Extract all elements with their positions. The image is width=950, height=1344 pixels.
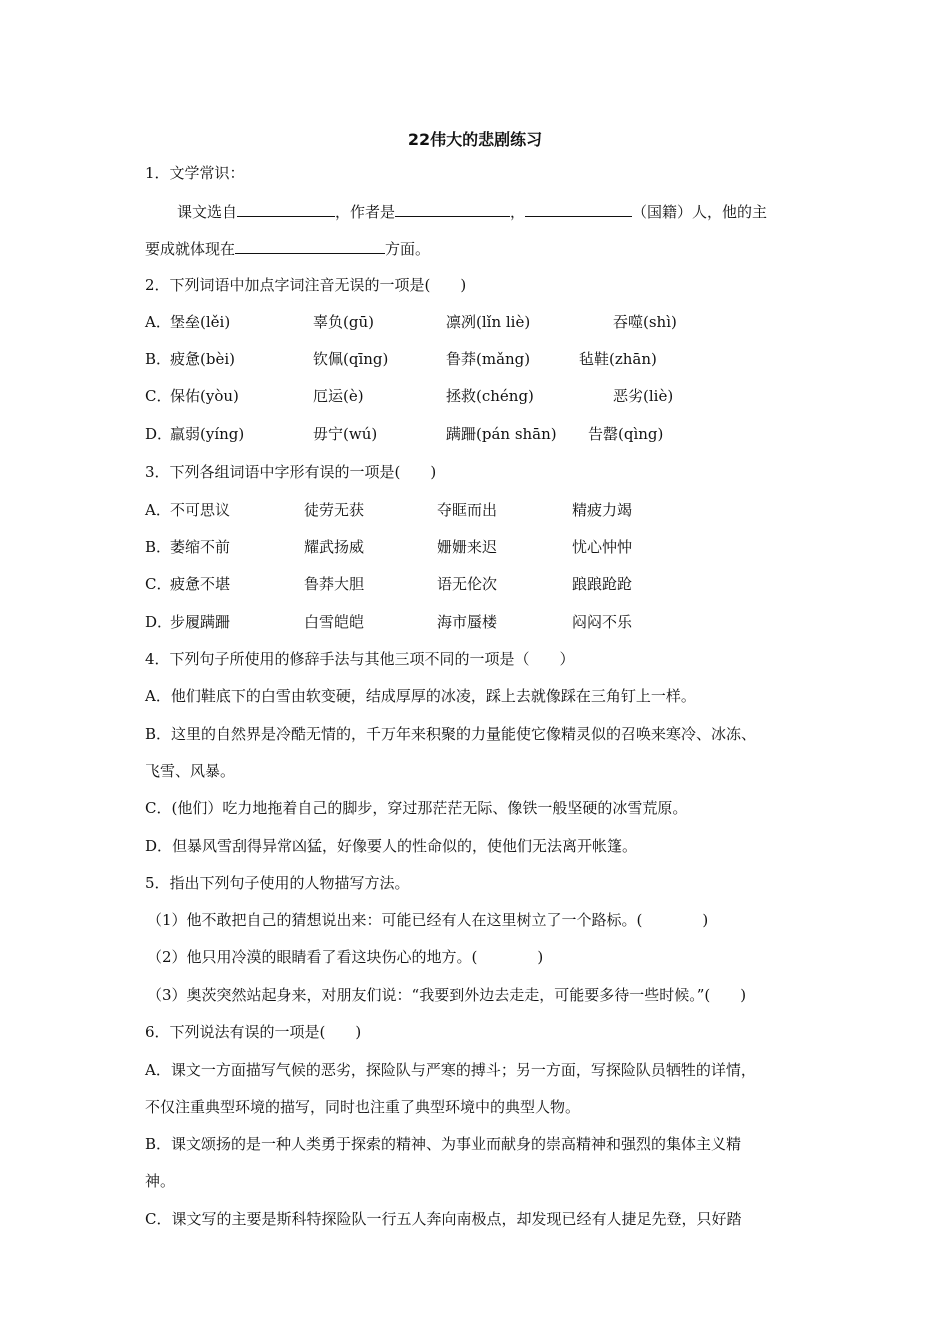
option-item: 萎缩不前 (170, 538, 231, 556)
blank-source[interactable] (237, 200, 335, 217)
q5-sentence-1: （1）他不敢把自己的猜想说出来：可能已经有人在这里树立了一个路标。( ) (147, 911, 709, 929)
option-item: 鲁莽(mǎng) (446, 350, 531, 368)
option-item: 钦佩(qīng) (313, 350, 389, 368)
option-item: 堡垒(lěi) (170, 313, 231, 331)
option-item: 海市蜃楼 (437, 613, 498, 631)
q4-option-d: D．但暴风雪刮得异常凶猛，好像要人的性命似的，使他们无法离开帐篷。 (145, 837, 638, 855)
option-item: 羸弱(yíng) (170, 425, 245, 443)
q6-option-b-line2: 神。 (145, 1172, 176, 1190)
blank-author[interactable] (395, 200, 510, 217)
option-label: C． (145, 575, 172, 593)
option-label: A． (145, 313, 171, 331)
option-item: 不可思议 (170, 501, 231, 519)
option-item: 告罄(qìng) (588, 425, 664, 443)
q5-heading: 5．指出下列句子使用的人物描写方法。 (145, 874, 410, 892)
option-label: D． (145, 425, 173, 443)
q4-option-a: A．他们鞋底下的白雪由软变硬，结成厚厚的冰凌，踩上去就像踩在三角钉上一样。 (145, 687, 696, 705)
option-item: 步履蹒跚 (170, 613, 231, 631)
option-item: 疲惫不堪 (170, 575, 231, 593)
option-item: 鲁莽大胆 (304, 575, 365, 593)
q5-sentence-3: （3）奥茨突然站起身来，对朋友们说：“我要到外边去走走，可能要多待一些时候。”( ) (147, 986, 747, 1004)
q4-option-b-line1: B．这里的自然界是冷酷无情的，千万年来积聚的力量能使它像精灵似的召唤来寒冷、冰冻、 (145, 725, 757, 743)
option-label: D． (145, 613, 173, 631)
option-item: 辜负(gū) (313, 313, 374, 331)
q1-line2 (145, 237, 430, 259)
option-item: 疲惫(bèi) (170, 350, 235, 368)
option-item: 闷闷不乐 (572, 613, 633, 631)
option-label: C． (145, 387, 172, 405)
option-item: 保佑(yòu) (170, 387, 239, 405)
option-item: 白雪皑皑 (304, 613, 365, 631)
option-label: B． (145, 538, 172, 556)
option-item: 厄运(è) (313, 387, 364, 405)
q6-option-b-line1: B．课文颂扬的是一种人类勇于探索的精神、为事业而献身的崇高精神和强烈的集体主义精 (145, 1135, 742, 1153)
q1-line1 (177, 200, 767, 222)
option-label: B． (145, 350, 172, 368)
q1-text-f: 方面。 (385, 240, 431, 258)
option-item: 蹒跚(pán shān) (446, 425, 557, 443)
blank-nationality[interactable] (525, 200, 632, 217)
q1-text-e: 要成就体现在 (145, 240, 236, 258)
option-item: 恶劣(liè) (613, 387, 674, 405)
option-item: 忧心忡忡 (572, 538, 633, 556)
q4-heading: 4．下列句子所使用的修辞手法与其他三项不同的一项是（ ） (145, 650, 575, 668)
q5-sentence-2: （2）他只用冷漠的眼睛看了看这块伤心的地方。( ) (147, 948, 544, 966)
option-item: 姗姗来迟 (437, 538, 498, 556)
option-item: 夺眶而出 (437, 501, 498, 519)
option-item: 徒劳无获 (304, 501, 365, 519)
q4-option-b-line2: 飞雪、风暴。 (145, 762, 236, 780)
option-item: 毋宁(wú) (313, 425, 378, 443)
q2-heading: 2．下列词语中加点字词注音无误的一项是( ) (145, 276, 467, 294)
q6-option-a-line1: A．课文一方面描写气候的恶劣，探险队与严寒的搏斗；另一方面，写探险队员牺牲的详情， (145, 1061, 756, 1079)
option-item: 凛冽(lǐn liè) (446, 313, 531, 331)
option-item: 毡鞋(zhān) (579, 350, 657, 368)
option-item: 耀武扬威 (304, 538, 365, 556)
q6-option-c-line1: C．课文写的主要是斯科特探险队一行五人奔向南极点，却发现已经有人捷足先登，只好踏 (145, 1210, 742, 1228)
q1-text-b: ，作者是 (335, 203, 396, 221)
q1-text-d: （国籍）人，他的主 (632, 203, 768, 221)
option-item: 踉踉跄跄 (572, 575, 633, 593)
q1-text-c: ， (510, 203, 526, 221)
option-item: 吞噬(shì) (613, 313, 677, 331)
page-title: 22伟大的悲剧练习 (407, 130, 543, 149)
q6-option-a-line2: 不仅注重典型环境的描写，同时也注重了典型环境中的典型人物。 (145, 1098, 581, 1116)
option-item: 精疲力竭 (572, 501, 633, 519)
blank-achievement[interactable] (235, 237, 385, 254)
q3-heading: 3．下列各组词语中字形有误的一项是( ) (145, 463, 437, 481)
option-label: A． (145, 501, 171, 519)
option-item: 拯救(chéng) (446, 387, 534, 405)
q1-heading: 1．文学常识： (145, 164, 245, 182)
q4-option-c: C．(他们）吃力地拖着自己的脚步，穿过那茫茫无际、像铁一般坚硬的冰雪荒原。 (145, 799, 688, 817)
q6-heading: 6．下列说法有误的一项是( ) (145, 1023, 362, 1041)
option-item: 语无伦次 (437, 575, 498, 593)
q1-text-a: 课文选自 (177, 203, 238, 221)
